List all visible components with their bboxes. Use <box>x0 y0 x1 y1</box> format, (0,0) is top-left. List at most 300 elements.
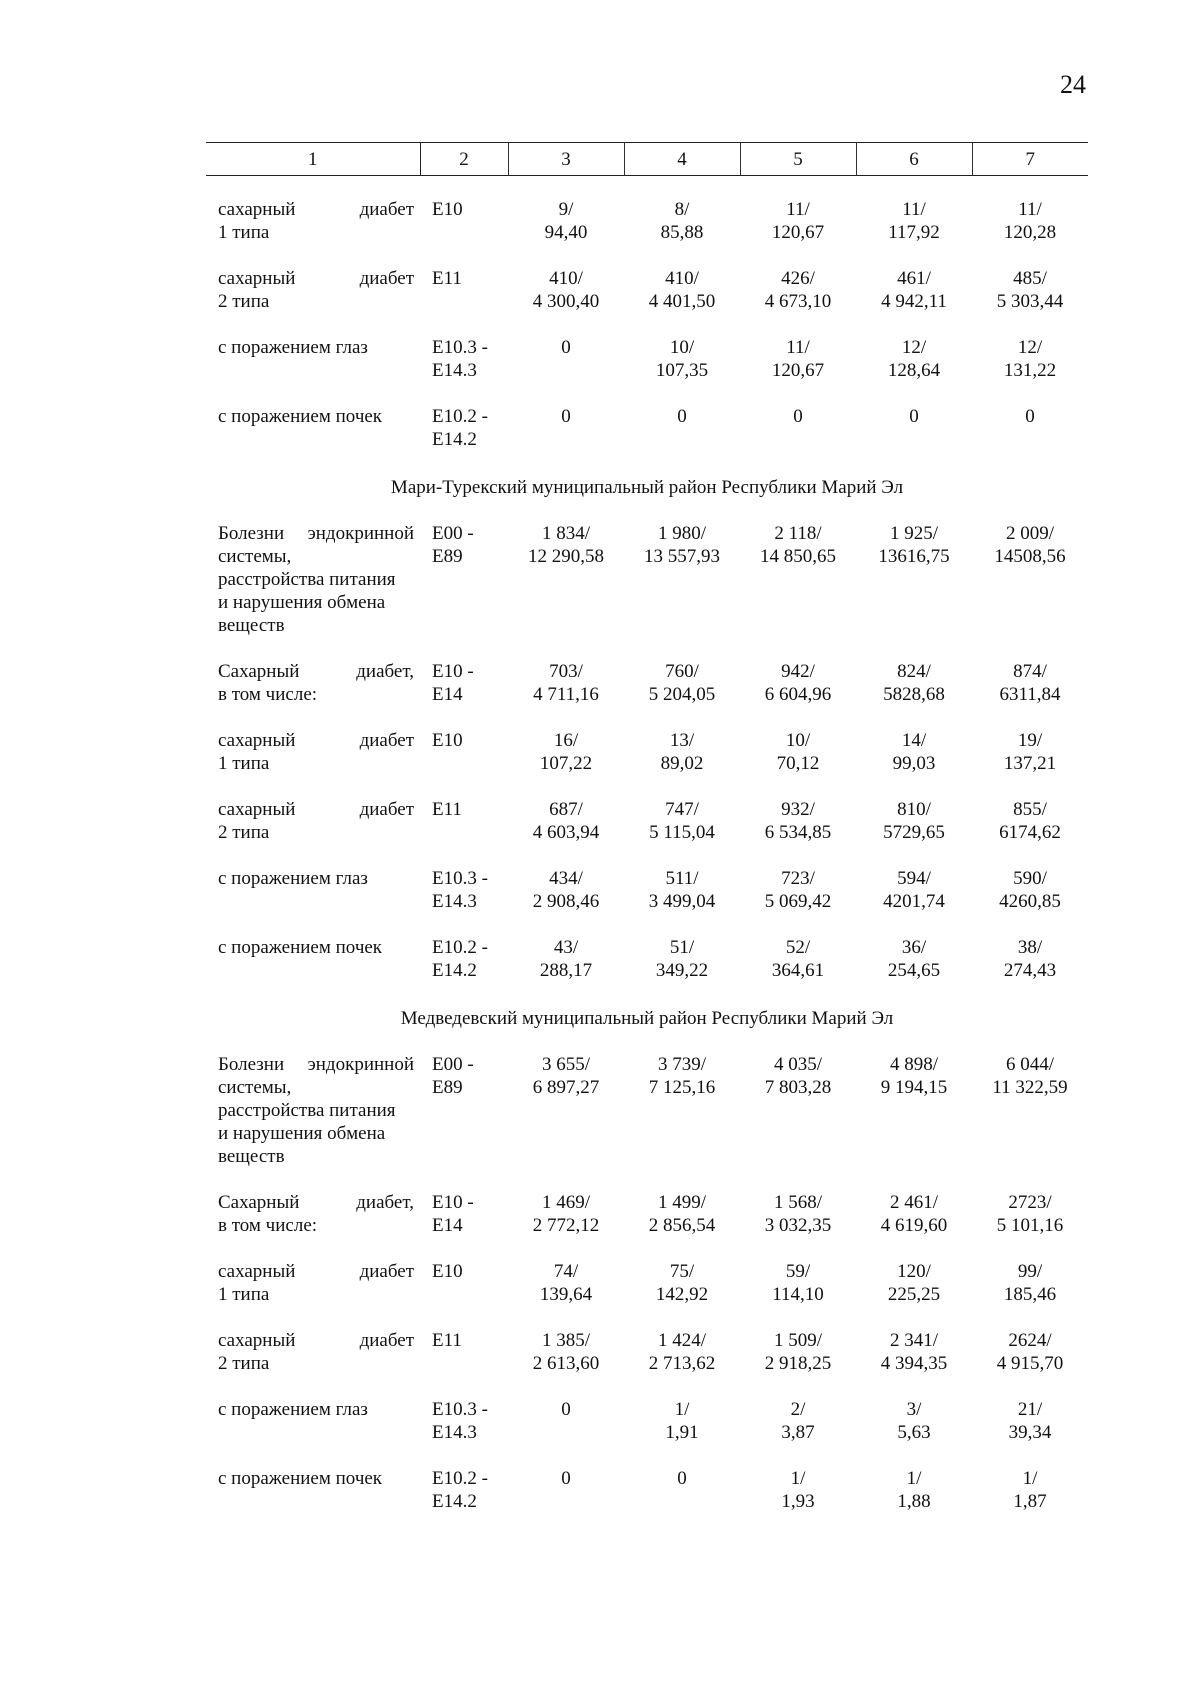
value-line: 70,12 <box>776 753 820 774</box>
indicator-name-line: Сахарный диабет, <box>218 661 414 682</box>
icd-code-line: E10.2 - <box>432 1468 488 1489</box>
value-cell <box>972 198 1088 267</box>
value-cell <box>624 336 740 405</box>
indicator-name-line: 1 типа <box>218 753 270 774</box>
icd-code-line: E10.3 - <box>432 1399 488 1420</box>
icd-code-line: E14.2 <box>432 960 477 981</box>
table-row <box>206 1398 1088 1467</box>
value-line: 12 290,58 <box>528 546 604 567</box>
value-line: 2 713,62 <box>648 1353 716 1374</box>
value-line: 142,92 <box>655 1284 709 1305</box>
value-cell <box>508 936 624 1005</box>
icd-code <box>420 522 508 660</box>
value-cell <box>508 1260 624 1329</box>
value-line: 760/ <box>665 661 699 682</box>
value-line: 349,22 <box>655 960 709 981</box>
value-line: 747/ <box>665 799 699 820</box>
indicator-name-line: 1 типа <box>218 222 270 243</box>
icd-code <box>420 1191 508 1260</box>
value-line: 14/ <box>901 730 927 751</box>
table-row <box>206 798 1088 867</box>
value-cell <box>972 1329 1088 1398</box>
table-row <box>206 267 1088 336</box>
icd-code-line: E11 <box>432 268 462 289</box>
value-cell <box>624 660 740 729</box>
value-line: 7 803,28 <box>764 1077 832 1098</box>
value-cell <box>972 798 1088 867</box>
icd-code <box>420 936 508 1005</box>
indicator-name-line: веществ <box>218 615 285 636</box>
indicator-name-line: сахарный диабет <box>218 268 414 289</box>
indicator-name <box>206 867 420 936</box>
value-line: 14 850,65 <box>760 546 836 567</box>
value-cell <box>740 1191 856 1260</box>
icd-code <box>420 729 508 798</box>
value-line: 5828,68 <box>883 684 945 705</box>
value-line: 13 557,93 <box>644 546 720 567</box>
table-row <box>206 1467 1088 1536</box>
value-cell <box>624 1191 740 1260</box>
value-line: 59/ <box>785 1261 811 1282</box>
value-cell <box>856 729 972 798</box>
indicator-name-line: расстройства питания <box>218 569 396 590</box>
value-line: 99,03 <box>892 753 936 774</box>
indicator-name <box>206 405 420 474</box>
indicator-name <box>206 522 420 660</box>
icd-code <box>420 336 508 405</box>
indicator-name <box>206 336 420 405</box>
value-line: 4 300,40 <box>532 291 600 312</box>
value-line: 4 394,35 <box>880 1353 948 1374</box>
value-line: 4 603,94 <box>532 822 600 843</box>
table-row <box>206 522 1088 660</box>
icd-code-line: E14.3 <box>432 360 477 381</box>
value-line: 824/ <box>897 661 931 682</box>
value-line: 0 <box>561 1468 571 1489</box>
value-line: 107,22 <box>539 753 593 774</box>
value-line: 43/ <box>553 937 579 958</box>
value-cell <box>624 1053 740 1191</box>
table-body <box>206 176 1088 1537</box>
value-cell <box>740 1260 856 1329</box>
value-cell <box>740 1053 856 1191</box>
value-line: 1 925/ <box>889 523 939 544</box>
value-cell <box>740 198 856 267</box>
table-row <box>206 1191 1088 1260</box>
value-line: 810/ <box>897 799 931 820</box>
value-cell <box>856 1191 972 1260</box>
column-header-4: 4 <box>624 143 740 176</box>
value-line: 703/ <box>549 661 583 682</box>
table-row <box>206 1329 1088 1398</box>
value-line: 2624/ <box>1008 1330 1052 1351</box>
indicator-name-line: 1 типа <box>218 1284 270 1305</box>
value-cell <box>740 798 856 867</box>
value-line: 6 604,96 <box>764 684 832 705</box>
value-line: 1,87 <box>1013 1491 1047 1512</box>
value-cell <box>508 1467 624 1536</box>
value-line: 254,65 <box>887 960 941 981</box>
value-line: 75/ <box>669 1261 695 1282</box>
value-line: 14508,56 <box>994 546 1066 567</box>
value-line: 461/ <box>897 268 931 289</box>
value-cell <box>856 267 972 336</box>
value-line: 9 194,15 <box>880 1077 948 1098</box>
value-line: 13/ <box>669 730 695 751</box>
value-line: 11/ <box>786 199 810 220</box>
icd-code <box>420 1467 508 1536</box>
value-line: 410/ <box>549 268 583 289</box>
icd-code-line: E00 - <box>432 1054 474 1075</box>
value-line: 485/ <box>1013 268 1047 289</box>
column-header-2: 2 <box>420 143 508 176</box>
value-line: 1 834/ <box>541 523 591 544</box>
value-line: 120/ <box>897 1261 931 1282</box>
value-line: 6 534,85 <box>764 822 832 843</box>
value-line: 120,67 <box>771 360 825 381</box>
icd-code-line: E89 <box>432 1077 463 1098</box>
value-line: 11/ <box>1018 199 1042 220</box>
icd-code <box>420 1053 508 1191</box>
value-line: 364,61 <box>771 960 825 981</box>
value-line: 4 711,16 <box>533 684 599 705</box>
indicator-name <box>206 936 420 1005</box>
value-line: 94,40 <box>544 222 588 243</box>
value-cell <box>972 1260 1088 1329</box>
value-cell <box>972 936 1088 1005</box>
value-line: 8/ <box>674 199 690 220</box>
value-line: 0 <box>561 406 571 427</box>
value-cell <box>508 867 624 936</box>
indicator-name-line: сахарный диабет <box>218 799 414 820</box>
indicator-name-line: расстройства питания <box>218 1100 396 1121</box>
indicator-name-line: в том числе: <box>218 684 318 705</box>
value-line: 687/ <box>549 799 583 820</box>
value-line: 2723/ <box>1008 1192 1052 1213</box>
value-line: 21/ <box>1017 1399 1043 1420</box>
icd-code-line: E89 <box>432 546 463 567</box>
value-line: 2 918,25 <box>764 1353 832 1374</box>
page-number: 24 <box>1060 70 1086 99</box>
value-line: 12/ <box>1017 337 1043 358</box>
value-cell <box>624 729 740 798</box>
value-cell <box>624 198 740 267</box>
value-cell <box>508 660 624 729</box>
table-row <box>206 198 1088 267</box>
icd-code-line: E14.3 <box>432 891 477 912</box>
value-cell <box>856 1053 972 1191</box>
icd-code <box>420 267 508 336</box>
indicator-name <box>206 729 420 798</box>
indicator-name-line: системы, <box>218 546 292 567</box>
value-line: 52/ <box>785 937 811 958</box>
icd-code-line: E10 - <box>432 661 474 682</box>
column-header-3: 3 <box>508 143 624 176</box>
indicator-name-line: 2 типа <box>218 1353 270 1374</box>
value-line: 274,43 <box>1003 960 1057 981</box>
value-line: 4 401,50 <box>648 291 716 312</box>
table-row <box>206 1053 1088 1191</box>
value-line: 4 915,70 <box>996 1353 1064 1374</box>
value-line: 1/ <box>674 1399 690 1420</box>
value-line: 13616,75 <box>878 546 950 567</box>
value-cell <box>856 522 972 660</box>
value-cell <box>856 867 972 936</box>
icd-code-line: E10 <box>432 199 463 220</box>
value-line: 4 942,11 <box>881 291 947 312</box>
value-cell <box>972 660 1088 729</box>
icd-code <box>420 798 508 867</box>
icd-code <box>420 660 508 729</box>
value-line: 99/ <box>1017 1261 1043 1282</box>
indicator-name-line: и нарушения обмена <box>218 592 386 613</box>
value-line: 6311,84 <box>999 684 1061 705</box>
value-cell <box>972 1053 1088 1191</box>
indicator-name <box>206 1191 420 1260</box>
value-line: 185,46 <box>1003 1284 1057 1305</box>
indicator-name-line: 2 типа <box>218 291 270 312</box>
section-title-row <box>206 474 1088 522</box>
value-cell <box>624 1467 740 1536</box>
value-line: 288,17 <box>539 960 593 981</box>
icd-code <box>420 1398 508 1467</box>
value-line: 590/ <box>1013 868 1047 889</box>
value-cell <box>624 1329 740 1398</box>
value-cell <box>508 798 624 867</box>
value-cell <box>856 936 972 1005</box>
icd-code-line: E10.2 - <box>432 937 488 958</box>
value-line: 5,63 <box>897 1422 931 1443</box>
value-line: 511/ <box>665 868 699 889</box>
value-line: 2 772,12 <box>532 1215 600 1236</box>
value-cell <box>740 729 856 798</box>
value-cell <box>972 1191 1088 1260</box>
indicator-name-line: с поражением глаз <box>218 337 368 358</box>
indicator-name <box>206 1467 420 1536</box>
indicator-name <box>206 798 420 867</box>
icd-code <box>420 198 508 267</box>
indicator-name-line: сахарный диабет <box>218 199 414 220</box>
icd-code-line: E10.3 - <box>432 868 488 889</box>
value-line: 1/ <box>906 1468 922 1489</box>
value-cell <box>856 1467 972 1536</box>
column-header-7: 7 <box>972 143 1088 176</box>
value-line: 434/ <box>549 868 583 889</box>
value-cell <box>624 867 740 936</box>
indicator-name-line: с поражением почек <box>218 937 383 958</box>
value-line: 0 <box>909 406 919 427</box>
indicator-name <box>206 1260 420 1329</box>
section-title-row <box>206 1005 1088 1053</box>
value-cell <box>856 1329 972 1398</box>
value-cell <box>508 267 624 336</box>
value-line: 89,02 <box>660 753 704 774</box>
indicator-name <box>206 1398 420 1467</box>
indicator-name <box>206 267 420 336</box>
value-line: 0 <box>677 406 687 427</box>
icd-code <box>420 1260 508 1329</box>
icd-code-line: E10.2 - <box>432 406 488 427</box>
value-line: 11/ <box>786 337 810 358</box>
value-line: 5729,65 <box>883 822 945 843</box>
section-title: Мари-Турекский муниципальный район Республики Марий Эл <box>390 477 904 498</box>
icd-code-line: E10 <box>432 730 463 751</box>
value-cell <box>972 405 1088 474</box>
value-line: 2 118/ <box>774 523 822 544</box>
value-cell <box>624 522 740 660</box>
value-cell <box>508 1398 624 1467</box>
value-cell <box>972 729 1088 798</box>
indicator-name-line: веществ <box>218 1146 285 1167</box>
value-line: 114,10 <box>772 1284 824 1305</box>
value-cell <box>508 198 624 267</box>
value-line: 120,67 <box>771 222 825 243</box>
value-line: 4260,85 <box>999 891 1061 912</box>
value-line: 5 115,04 <box>649 822 715 843</box>
value-line: 10/ <box>785 730 811 751</box>
value-line: 4 673,10 <box>764 291 832 312</box>
value-cell <box>856 1260 972 1329</box>
value-line: 1,93 <box>781 1491 815 1512</box>
value-cell <box>624 267 740 336</box>
value-line: 1/ <box>1022 1468 1038 1489</box>
value-line: 1 568/ <box>773 1192 823 1213</box>
value-line: 74/ <box>553 1261 579 1282</box>
value-cell <box>740 522 856 660</box>
indicator-name-line: с поражением глаз <box>218 868 368 889</box>
value-line: 1 499/ <box>657 1192 707 1213</box>
value-line: 3,87 <box>781 1422 815 1443</box>
icd-code <box>420 867 508 936</box>
value-line: 0 <box>561 1399 571 1420</box>
value-cell <box>740 1467 856 1536</box>
value-cell <box>508 1191 624 1260</box>
value-cell <box>508 1053 624 1191</box>
value-line: 1 424/ <box>657 1330 707 1351</box>
value-line: 3 032,35 <box>764 1215 832 1236</box>
indicator-name-line: с поражением почек <box>218 1468 383 1489</box>
value-line: 932/ <box>781 799 815 820</box>
indicator-name-line: сахарный диабет <box>218 1261 414 1282</box>
value-cell <box>856 198 972 267</box>
value-line: 16/ <box>553 730 579 751</box>
value-line: 5 101,16 <box>996 1215 1064 1236</box>
value-cell <box>508 729 624 798</box>
column-header-6: 6 <box>856 143 972 176</box>
indicator-name-line: системы, <box>218 1077 292 1098</box>
value-line: 137,21 <box>1003 753 1057 774</box>
indicator-name-line: в том числе: <box>218 1215 318 1236</box>
value-cell <box>972 267 1088 336</box>
value-cell <box>740 660 856 729</box>
value-line: 3/ <box>906 1399 922 1420</box>
value-cell <box>740 405 856 474</box>
icd-code-line: E14 <box>432 684 463 705</box>
value-line: 2 009/ <box>1005 523 1055 544</box>
value-line: 2 908,46 <box>532 891 600 912</box>
value-line: 12/ <box>901 337 927 358</box>
value-line: 51/ <box>669 937 695 958</box>
indicator-name <box>206 1053 420 1191</box>
value-line: 410/ <box>665 268 699 289</box>
table-row <box>206 867 1088 936</box>
icd-code <box>420 1329 508 1398</box>
value-line: 4201,74 <box>883 891 945 912</box>
value-cell <box>972 336 1088 405</box>
value-line: 9/ <box>558 199 574 220</box>
value-line: 39,34 <box>1008 1422 1052 1443</box>
icd-code-line: E10 <box>432 1261 463 1282</box>
icd-code-line: E14.2 <box>432 1491 477 1512</box>
value-cell <box>972 522 1088 660</box>
value-line: 120,28 <box>1003 222 1057 243</box>
value-cell <box>740 267 856 336</box>
value-cell <box>856 405 972 474</box>
icd-code-line: E14.2 <box>432 429 477 450</box>
table-row <box>206 729 1088 798</box>
value-line: 1 469/ <box>541 1192 591 1213</box>
icd-code-line: E14 <box>432 1215 463 1236</box>
value-line: 0 <box>793 406 803 427</box>
value-cell <box>856 660 972 729</box>
icd-code-line: E11 <box>432 1330 462 1351</box>
value-cell <box>740 1398 856 1467</box>
value-line: 6 897,27 <box>532 1077 600 1098</box>
indicator-name <box>206 198 420 267</box>
section-title: Медведевский муниципальный район Республики Марий Эл <box>400 1008 894 1029</box>
value-cell <box>508 522 624 660</box>
value-line: 2 461/ <box>889 1192 939 1213</box>
indicator-name-line: с поражением почек <box>218 406 383 427</box>
value-line: 5 204,05 <box>648 684 716 705</box>
value-line: 723/ <box>781 868 815 889</box>
value-line: 874/ <box>1013 661 1047 682</box>
value-cell <box>856 336 972 405</box>
value-cell <box>740 936 856 1005</box>
value-line: 117,92 <box>888 222 940 243</box>
value-cell <box>508 405 624 474</box>
indicator-name-line: сахарный диабет <box>218 1330 414 1351</box>
value-line: 1,88 <box>897 1491 931 1512</box>
table-row <box>206 1260 1088 1329</box>
value-line: 1 385/ <box>541 1330 591 1351</box>
value-line: 131,22 <box>1003 360 1057 381</box>
value-line: 19/ <box>1017 730 1043 751</box>
value-line: 4 898/ <box>889 1054 939 1075</box>
value-line: 4 035/ <box>773 1054 823 1075</box>
table-row <box>206 936 1088 1005</box>
indicator-name-line: Болезни эндокринной <box>218 1054 414 1075</box>
indicator-name-line: и нарушения обмена <box>218 1123 386 1144</box>
value-line: 11 322,59 <box>992 1077 1068 1098</box>
value-cell <box>740 1329 856 1398</box>
value-line: 2 341/ <box>889 1330 939 1351</box>
value-line: 2/ <box>790 1399 806 1420</box>
value-cell <box>624 798 740 867</box>
value-cell <box>740 336 856 405</box>
header-spacer <box>206 176 1088 199</box>
value-cell <box>624 405 740 474</box>
indicator-name-line: Сахарный диабет, <box>218 1192 414 1213</box>
value-cell <box>972 1398 1088 1467</box>
value-line: 3 739/ <box>657 1054 707 1075</box>
value-cell <box>972 1467 1088 1536</box>
indicator-name <box>206 660 420 729</box>
value-line: 3 499,04 <box>648 891 716 912</box>
table-row <box>206 660 1088 729</box>
value-cell <box>508 336 624 405</box>
value-line: 5 069,42 <box>764 891 832 912</box>
